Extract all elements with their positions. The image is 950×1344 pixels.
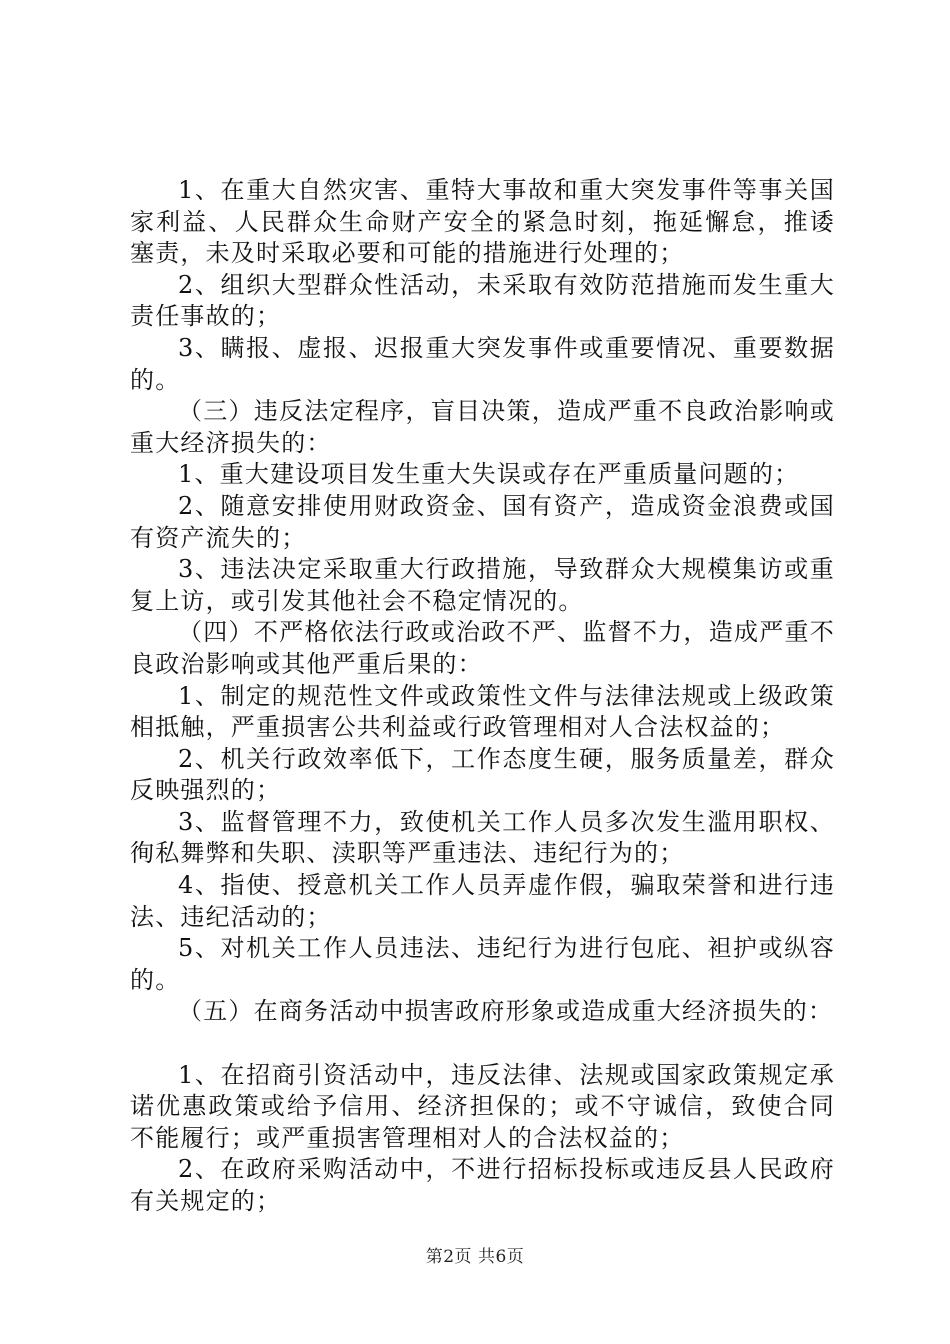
paragraph-item-4-5: 5、对机关工作人员违法、违纪行为进行包庇、袒护或纵容的。 [130, 934, 835, 994]
paragraph-item-4-1: 1、制定的规范性文件或政策性文件与法律法规或上级政策相抵触，严重损害公共利益或行政管理相对人合法权益的； [130, 681, 835, 742]
document-body [130, 175, 835, 1218]
section-heading-5: （五）在商务活动中损害政府形象或造成重大经济损失的： [178, 997, 834, 1026]
section-heading-3: （三）违反法定程序，盲目决策，造成严重不良政治影响或重大经济损失的： [130, 397, 835, 457]
paragraph-item-4-2: 2、机关行政效率低下，工作态度生硬，服务质量差，群众反映强烈的； [130, 744, 835, 805]
paragraph-item-3-3: 3、违法决定采取重大行政措施，导致群众大规模集访或重复上访，或引发其他社会不稳定情况的。 [130, 555, 835, 615]
paragraph-item-4-4: 4、指使、授意机关工作人员弄虚作假，骗取荣誉和进行违法、违纪活动的； [130, 871, 835, 931]
page-number-footer: 第2页 共6页 [425, 1247, 525, 1267]
paragraph-item-3-1: 1、重大建设项目发生重大失误或存在严重质量问题的； [178, 460, 800, 489]
paragraph-item-1-1: 1、在重大自然灾害、重特大事故和重大突发事件等事关国家利益、人民群众生命财产安全的紧急时刻，拖延懈怠，推诿塞责，未及时采取必要和可能的措施进行处理的； [130, 176, 835, 268]
paragraph-item-1-2: 2、组织大型群众性活动，未采取有效防范措施而发生重大责任事故的； [130, 270, 835, 331]
paragraph-item-4-3: 3、监督管理不力，致使机关工作人员多次发生滥用职权、徇私舞弊和失职、渎职等严重违法、违纪行为的； [130, 807, 835, 868]
paragraph-item-5-1: 1、在招商引资活动中，违反法律、法规或国家政策规定承诺优惠政策或给予信用、经济担保的；或不守诚信，致使合同不能履行；或严重损害管理相对人的合法权益的； [130, 1060, 835, 1152]
paragraph-item-1-3: 3、瞒报、虚报、迟报重大突发事件或重要情况、重要数据的。 [130, 333, 835, 394]
paragraph-item-3-2: 2、随意安排使用财政资金、国有资产，造成资金浪费或国有资产流失的； [130, 491, 835, 552]
section-heading-4: （四）不严格依法行政或治政不严、监督不力，造成严重不良政治影响或其他严重后果的： [130, 618, 835, 678]
paragraph-item-5-2: 2、在政府采购活动中，不进行招标投标或违反县人民政府有关规定的； [130, 1155, 835, 1215]
